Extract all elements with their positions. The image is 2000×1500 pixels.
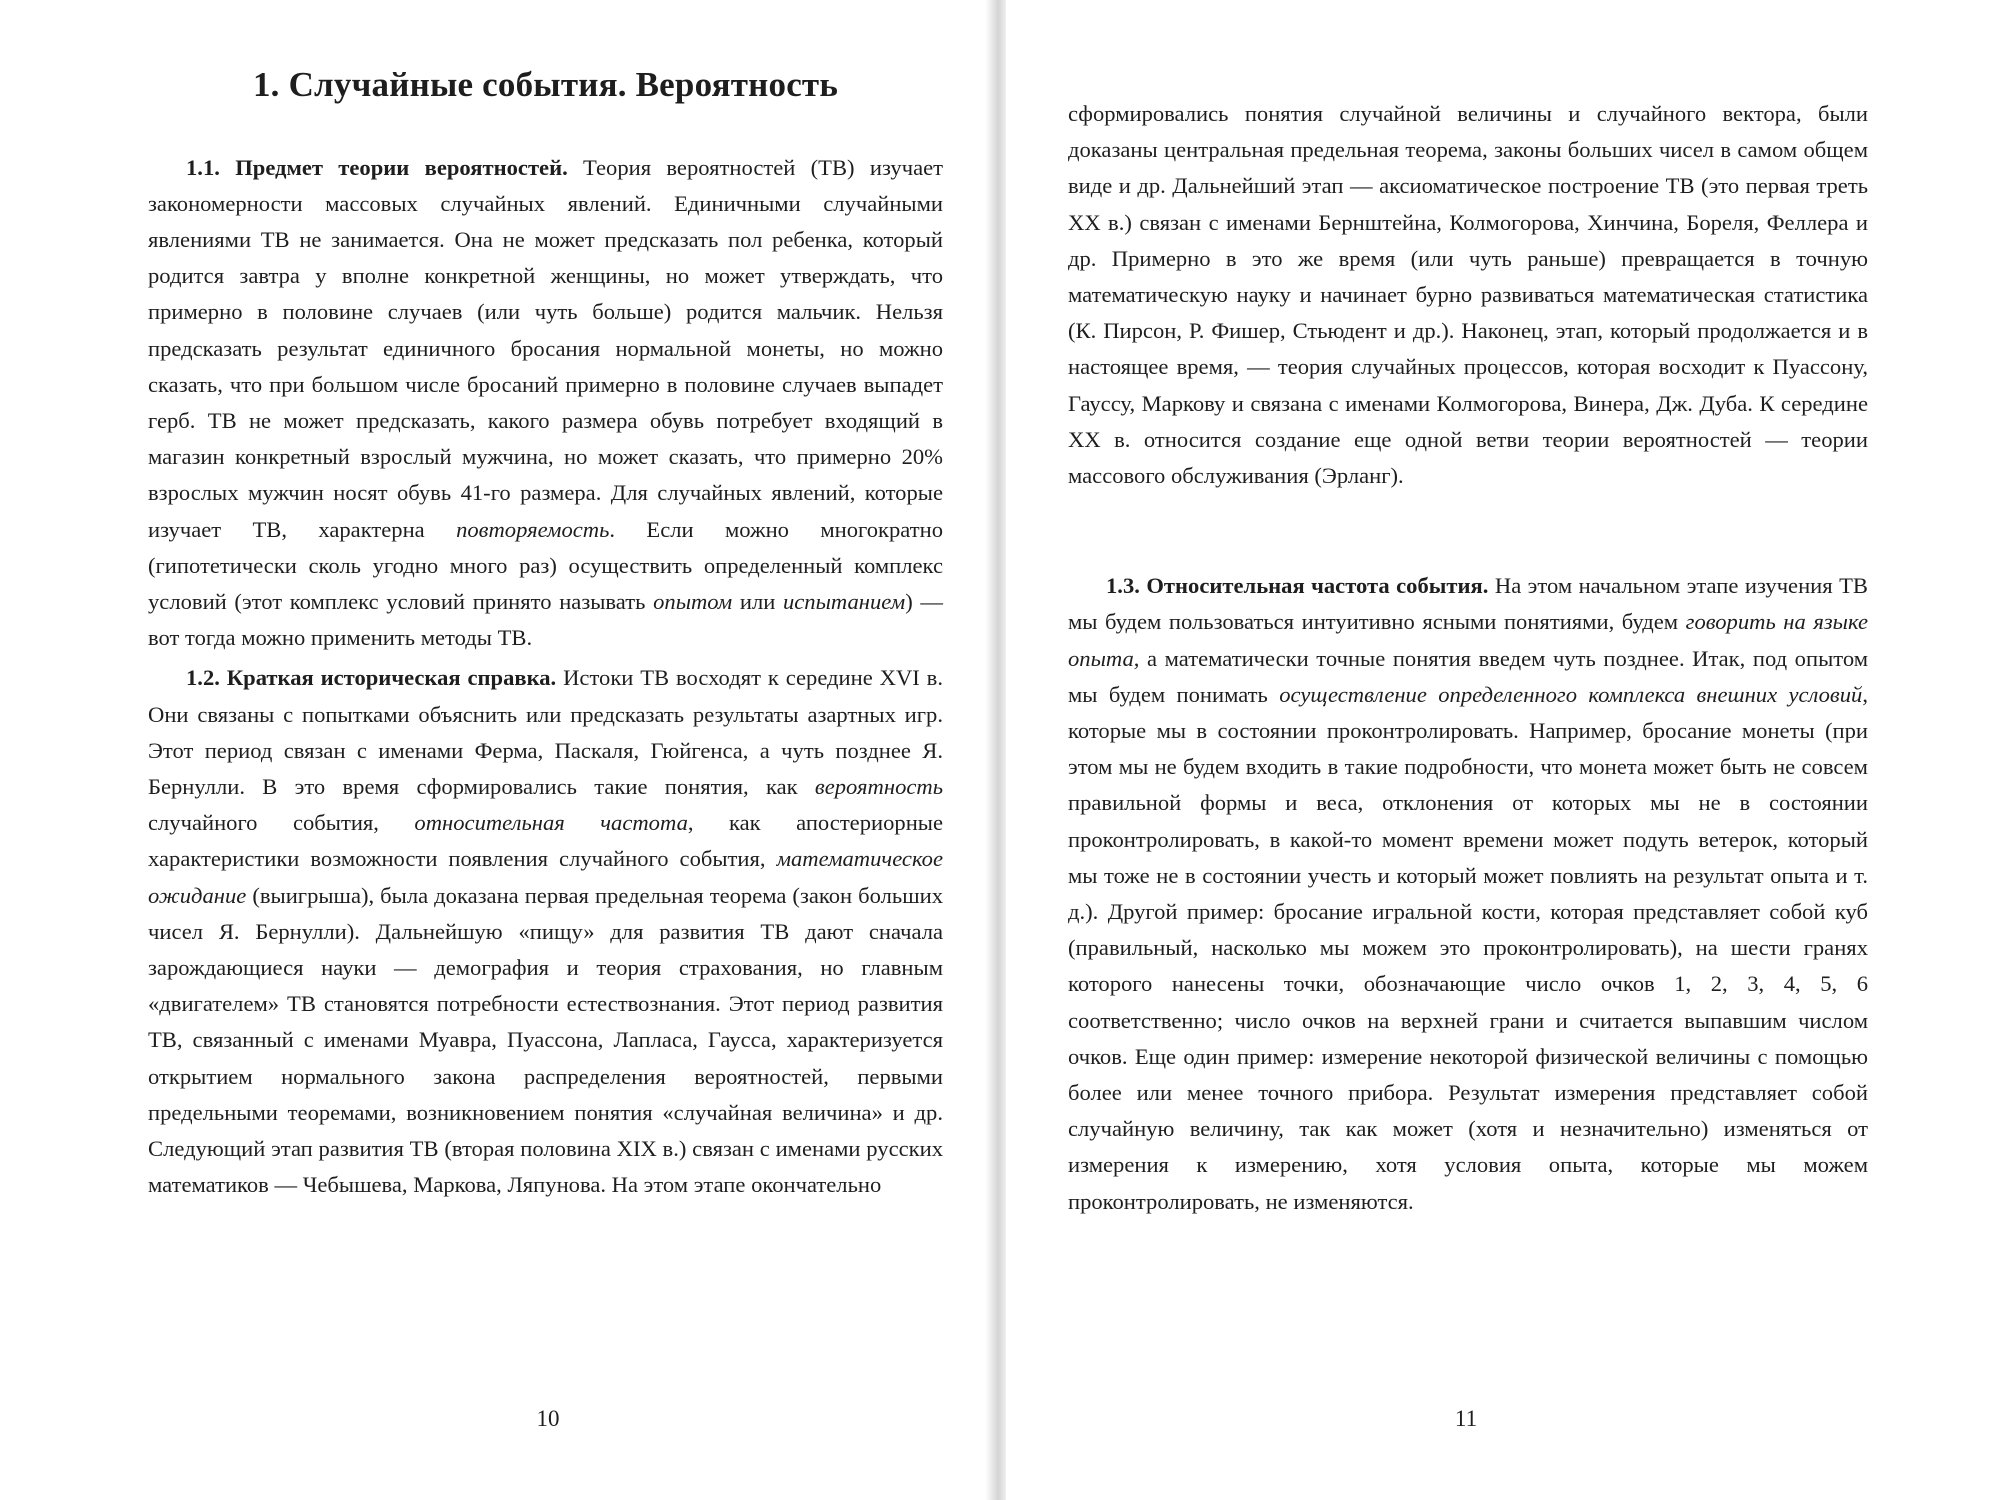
section-3-emphasis-2: осуществление определенного комплекса внешних условий (1279, 681, 1863, 707)
section-2-text-2: случайного события, (148, 810, 415, 836)
section-3-paragraph (1068, 568, 1868, 1220)
section-2-emphasis-1: вероятность (814, 773, 943, 799)
section-1-title: 1.1. Предмет теории вероятностей. (186, 154, 568, 180)
section-3-emphasis-1: говорить на языке опыта (1068, 609, 1868, 671)
section-1-text-4: ) — вот тогда можно применить методы ТВ. (148, 588, 943, 651)
right-text-column (1068, 96, 1868, 1220)
section-1-emphasis-2: опытом (653, 588, 733, 614)
section-3-text-1: На этом начальном этапе изучения ТВ мы будем пользоваться интуитивно ясными понятиями, будем (1068, 573, 1868, 635)
page-number-right: 11 (1454, 1406, 1478, 1431)
page-number-left: 10 (536, 1406, 560, 1431)
section-1-text-1: Теория вероятностей (ТВ) изучает закономерности массовых случайных явлений. Единичными случайными явлениями ТВ не занимается. Она не может предсказать пол ребенка, который родится завтра у вполне конкретной женщины, но может утверждать, что примерно в половине случаев (или чуть больше) родится мальчик. Нельзя предсказать результат единичного бросания нормальной монеты, но можно сказать, что при большом числе бросаний примерно в половине случаев выпадет герб. ТВ не может предсказать, какого размера обувь потребует входящий в магазин конкретный взрослый мужчина, но может сказать, что примерно 20% взрослых мужчин носят обувь 41-го размера. Для случайных явлений, которые изучает ТВ, характерна (148, 154, 944, 542)
section-2-title: 1.2. Краткая историческая справка. (186, 665, 557, 691)
left-page (0, 0, 988, 1500)
section-2-text-1: Истоки ТВ восходят к середине XVI в. Они связаны с попытками объяснить или предсказать результаты азартных игр. Этот период связан с именами Ферма, Паскаля, Гюйгенса, а чуть позднее Я. Бернулли. В это время сформировались такие понятия, как (148, 665, 943, 799)
section-1-emphasis-1: повторяемость (456, 516, 610, 542)
chapter-title: 1. Случайные события. Вероятность (252, 65, 839, 104)
section-1-emphasis-3: испытанием (782, 588, 906, 614)
section-1-paragraph (148, 150, 943, 657)
section-2-text-4: (выигрыша), была доказана первая предельная теорема (закон больших чисел Я. Бернулли). Дальнейшую «пищу» для развития ТВ дают сначала зарождающиеся науки — демография и теория страхования, но главным «двигателем» ТВ становятся потребности естествознания. Этот период развития ТВ, связанный с именами Муавра, Пуассона, Лапласа, Гаусса, характеризуется открытием нормального закона распределения вероятностей, первыми предельными теоремами, возникновением понятия «случайная величина» и др. Следующий этап развития ТВ (вторая половина XIX в.) связан с именами русских математиков — Чебышева, Маркова, Ляпунова. На этом этапе окончательно (148, 882, 943, 1198)
section-3-text-3: , которые мы в состоянии проконтролировать. Например, бросание монеты (при этом мы не будем входить в такие подробности, что монета может быть не совсем правильной формы и веса, отклонения от которых мы не в состоянии проконтролировать, в какой-то момент времени может подуть ветерок, который мы тоже не в состоянии учесть и который может повлиять на результат опыта и т. д.). Другой пример: бросание игральной кости, которая представляет собой куб (правильный, насколько мы можем это проконтролировать), на шести гранях которого нанесены точки, обозначающие число очков 1, 2, 3, 4, 5, 6 соответственно; число очков на верхней грани и считается выпавшим числом очков. Еще один пример: измерение некоторой физической величины с помощью более или менее точного прибора. Результат измерения представляет собой случайную величину, так как может (хотя и незначительно) изменяться от измерения к измерению, хотя условия опыта, которые мы можем проконтролировать, не изменяются. (1068, 681, 1868, 1214)
left-text-column (148, 62, 943, 1203)
section-2-paragraph (148, 660, 943, 1203)
book-gutter (986, 0, 1008, 1500)
section-1-text-3: или (732, 588, 783, 614)
section-3-text-2: , а математически точные понятия введем чуть позднее. Итак, под опытом мы будем понимать (1068, 645, 1868, 707)
right-page (1006, 0, 2000, 1500)
section-2-emphasis-3: математическое ожидание (148, 846, 943, 908)
section-3-title: 1.3. Относительная частота события. (1106, 573, 1489, 599)
section-2-continuation: сформировались понятия случайной величины и случайного вектора, были доказаны центральная предельная теорема, законы больших чисел в самом общем виде и др. Дальнейший этап — аксиоматическое построение ТВ (это первая треть XX в.) связан с именами Бернштейна, Колмогорова, Хинчина, Бореля, Феллера и др. Примерно в это же время (или чуть раньше) превращается в точную математическую науку и начинает бурно развиваться математическая статистика (К. Пирсон, Р. Фишер, Стьюдент и др.). Наконец, этап, который продолжается и в настоящее время, — теория случайных процессов, которая восходит к Пуассону, Гауссу, Маркову и связана с именами Колмогорова, Винера, Дж. Дуба. К середине XX в. относится создание еще одной ветви теории вероятностей — теории массового обслуживания (Эрланг). (1068, 101, 1868, 489)
section-1-text-2: . Если можно многократно (гипотетически сколь угодно много раз) осуществить определенный комплекс условий (этот комплекс условий принято называть (148, 516, 943, 614)
section-2-text-3: , как апостериорные характеристики возможности появления случайного события, (148, 810, 943, 872)
section-2-emphasis-2: относительная частота (414, 810, 688, 836)
